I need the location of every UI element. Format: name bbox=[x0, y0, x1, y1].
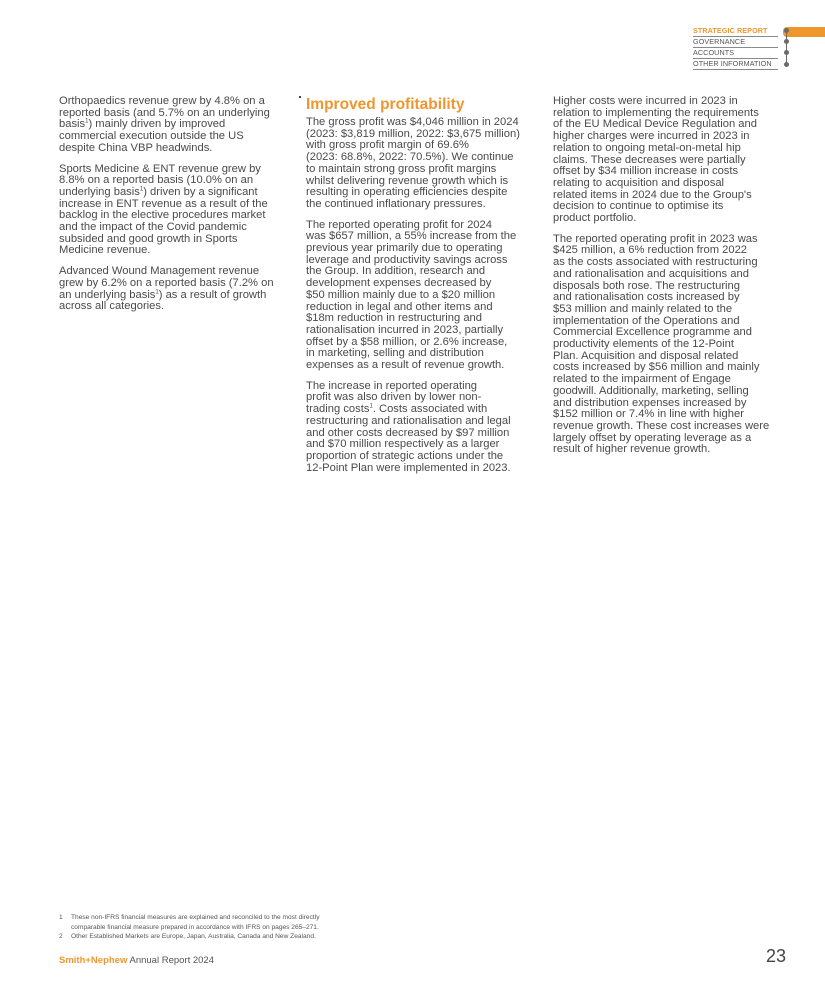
footnote-ref: 1 bbox=[369, 403, 373, 410]
footnote-ref: 1 bbox=[139, 186, 144, 193]
footnote-2: 2 Other Established Markets are Europe, Japan, Australia, Canada and New Zealand. bbox=[59, 933, 316, 941]
footnote-ref: 1 bbox=[155, 288, 159, 295]
paragraph-operating-profit-2024: The reported operating profit for 2024 was $657 million, a 55% increase from the previous year primarily due to operating leverage and productivity savings across the Group. In addition, research and development expenses decreased by $50 million mainly due to a $20 million reduction in legal and other items and $18m reduction in restructuring and rationalisation incurred in 2023, partially offset by a $58 million, or 2.6% increase, in marketing, selling and distribution expenses as a result of revenue growth. bbox=[306, 218, 517, 372]
paragraph-higher-costs-2023: Higher costs were incurred in 2023 in relation to implementing the requirements of the EU Medical Device Regulation and higher charges were incurred in 2023 in relation to ongoing metal-on-metal hip claims. These decreases were partially offset by $34 million increase in costs relating to acquisition and disposal related items in 2024 due to the Group's decision to continue to optimise its product portfolio. bbox=[553, 95, 759, 225]
paragraph-gross-profit: The gross profit was $4,046 million in 2024 (2023: $3,819 million, 2022: $3,675 million) with gross profit margin of 69.6% (2023: 68.8%, 2022: 70.5%). We continue to maintain strong gross profit margins whilst delivering revenue growth which is resulting in operating efficiencies despite the continued inflationary pressures. bbox=[306, 116, 520, 210]
report-title: Annual Report 2024 bbox=[127, 955, 214, 966]
footnote-ref: 1 bbox=[85, 118, 89, 125]
column-marker bbox=[299, 96, 301, 98]
paragraph-wound-management: Advanced Wound Management revenue grew by 6.2% on a reported basis (7.2% on an underlying basis$^1$) as a result of growth across all categories. bbox=[59, 265, 274, 313]
paragraph-orthopaedics: Orthopaedics revenue grew by 4.8% on a reported basis (and 5.7% on an underlying basis$^1$) mainly driven by improved commercial execution outside the US despite China VBP headwinds. bbox=[59, 95, 270, 154]
column-3 bbox=[553, 96, 789, 465]
page-footer bbox=[59, 955, 214, 967]
nav-other-information[interactable]: OTHER INFORMATION bbox=[693, 59, 778, 70]
navigator-dot bbox=[784, 39, 789, 44]
brand-name: Smith+Nephew bbox=[59, 955, 128, 966]
paragraph-non-trading-costs: The increase in reported operating profit was also driven by lower non- trading costs$^1$. Costs associated with restructuring and rationalisation and legal and other costs decreased by $97 million and $70 million respectively as a larger proportion of strategic actions under the 12-Point Plan were implemented in 2023. bbox=[306, 379, 511, 474]
nav-accounts[interactable]: ACCOUNTS bbox=[693, 48, 778, 59]
column-1 bbox=[59, 96, 291, 322]
footnotes bbox=[59, 913, 459, 942]
navigator-dot bbox=[784, 62, 789, 67]
nav-governance[interactable]: GOVERNANCE bbox=[693, 37, 778, 48]
page-number: 23 bbox=[765, 946, 786, 966]
paragraph-operating-profit-2023: The reported operating profit in 2023 was $425 million, a 6% reduction from 2022 as the costs associated with restructuring and rationalisation and acquisitions and disposals both rose. The restructuring and rationalisation costs increased by $53 million and mainly related to the implementation of the Operations and Commercial Excellence programme and productivity elements of the 12-Point Plan. Acquisition and disposal related costs increased by $56 million and mainly related to the impairment of Engage goodwill. Additionally, marketing, selling and distribution expenses increased by $152 million or 7.4% in line with higher revenue growth. These cost increases were largely offset by operating leverage as a result of higher revenue growth. bbox=[553, 232, 770, 456]
active-section-tab bbox=[783, 27, 825, 37]
section-heading: Improved profitability bbox=[306, 96, 465, 113]
navigator-dot bbox=[784, 50, 789, 55]
column-2 bbox=[306, 96, 538, 483]
paragraph-sports-medicine: Sports Medicine & ENT revenue grew by 8.8% on a reported basis (10.0% on an underlying basis$^1$) driven by a significant increase in ENT revenue as a result of the backlog in the elective procedures market and the impact of the Covid pandemic subsided and good growth in Sports Medicine revenue. bbox=[59, 162, 268, 257]
nav-strategic-report[interactable]: STRATEGIC REPORT bbox=[693, 26, 778, 37]
section-navigator bbox=[693, 26, 825, 72]
footnote-1: 1 These non-IFRS financial measures are explained and reconciled to the most directly comparable financial measure prepared in accordance with IFRS on pages 265–271. bbox=[59, 914, 320, 931]
navigator-dot bbox=[784, 28, 789, 33]
